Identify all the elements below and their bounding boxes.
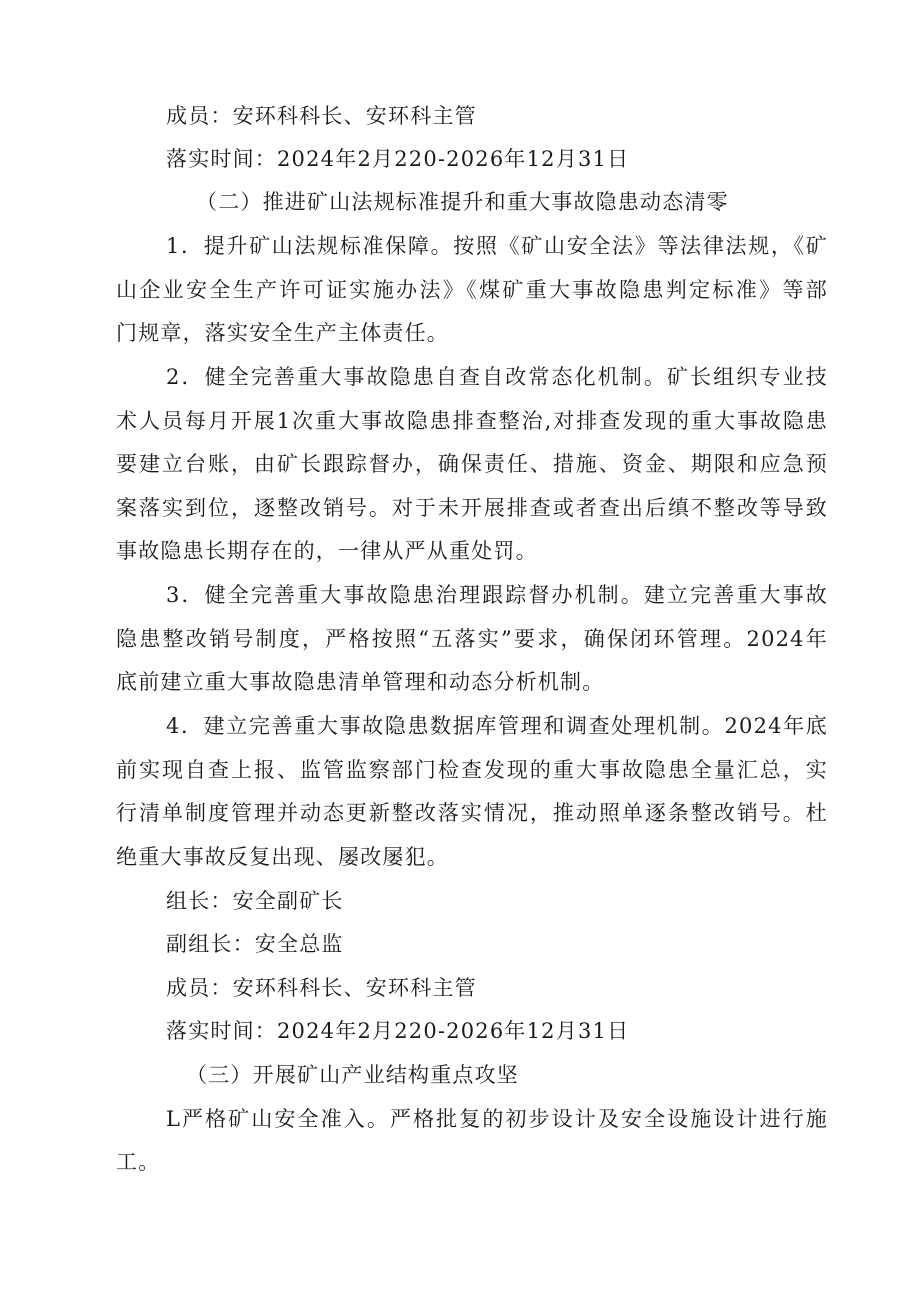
time-line-2: 落实时间：2024年2月220-2026年12月31日 (166, 1019, 630, 1043)
section3-item1-line-2: 工。 (116, 1150, 161, 1174)
item4-line-3: 行清单制度管理并动态更新整改落实情况，推动照单逐条整改销号。杜 (116, 801, 828, 825)
item2-line-4: 案落实到位，逐整改销号。对于未开展排查或者查出后缜不整改等导致 (116, 496, 828, 520)
item1-line-1: 1．提升矿山法规标准保障。按照《矿山安全法》等法律法规，《矿 (166, 234, 828, 258)
item1-line-3: 门规章，落实安全生产主体责任。 (116, 321, 449, 345)
item2-line-1: 2．健全完善重大事故隐患自查自改常态化机制。矿长组织专业技 (166, 365, 828, 389)
section3-item1-line-1: L严格矿山安全准入。严格批复的初步设计及安全设施设计进行施 (166, 1107, 828, 1131)
item3-line-3: 底前建立重大事故隐患清单管理和动态分析机制。 (116, 670, 605, 694)
item2-line-2: 术人员每月开展1次重大事故隐患排查整治,对排查发现的重大事故隐患 (116, 409, 828, 433)
members-line-1: 成员：安环科科长、安环科主管 (166, 104, 477, 128)
item2-line-3: 要建立台账，由矿长跟踪督办，确保责任、措施、资金、期限和应急预 (116, 452, 828, 476)
item4-line-1: 4．建立完善重大事故隐患数据库管理和调查处理机制。2024年底 (166, 714, 828, 738)
item3-line-2: 隐患整改销号制度，严格按照“五落实”要求，确保闭环管理。2024年 (116, 627, 828, 651)
item3-line-1: 3．健全完善重大事故隐患治理跟踪督办机制。建立完善重大事故 (166, 583, 828, 607)
item4-line-2: 前实现自查上报、监管监察部门检查发现的重大事故隐患全量汇总，实 (116, 758, 828, 782)
members-line-2: 成员：安环科科长、安环科主管 (166, 976, 477, 1000)
time-line-1: 落实时间：2024年2月220-2026年12月31日 (166, 147, 630, 171)
item1-line-2: 山企业安全生产许可证实施办法》《煤矿重大事故隐患判定标准》等部 (116, 278, 828, 302)
section-heading-2: （二）推进矿山法规标准提升和重大事故隐患动态清零 (196, 190, 729, 214)
deputy-leader-line: 副组长：安全总监 (166, 932, 344, 956)
item4-line-4: 绝重大事故反复出现、屡改屡犯。 (116, 845, 449, 869)
section-heading-3: （三）开展矿山产业结构重点攻坚 (186, 1063, 519, 1087)
leader-line: 组长：安全副矿长 (166, 889, 344, 913)
item2-line-5: 事故隐患长期存在的，一律从严从重处罚。 (116, 539, 538, 563)
